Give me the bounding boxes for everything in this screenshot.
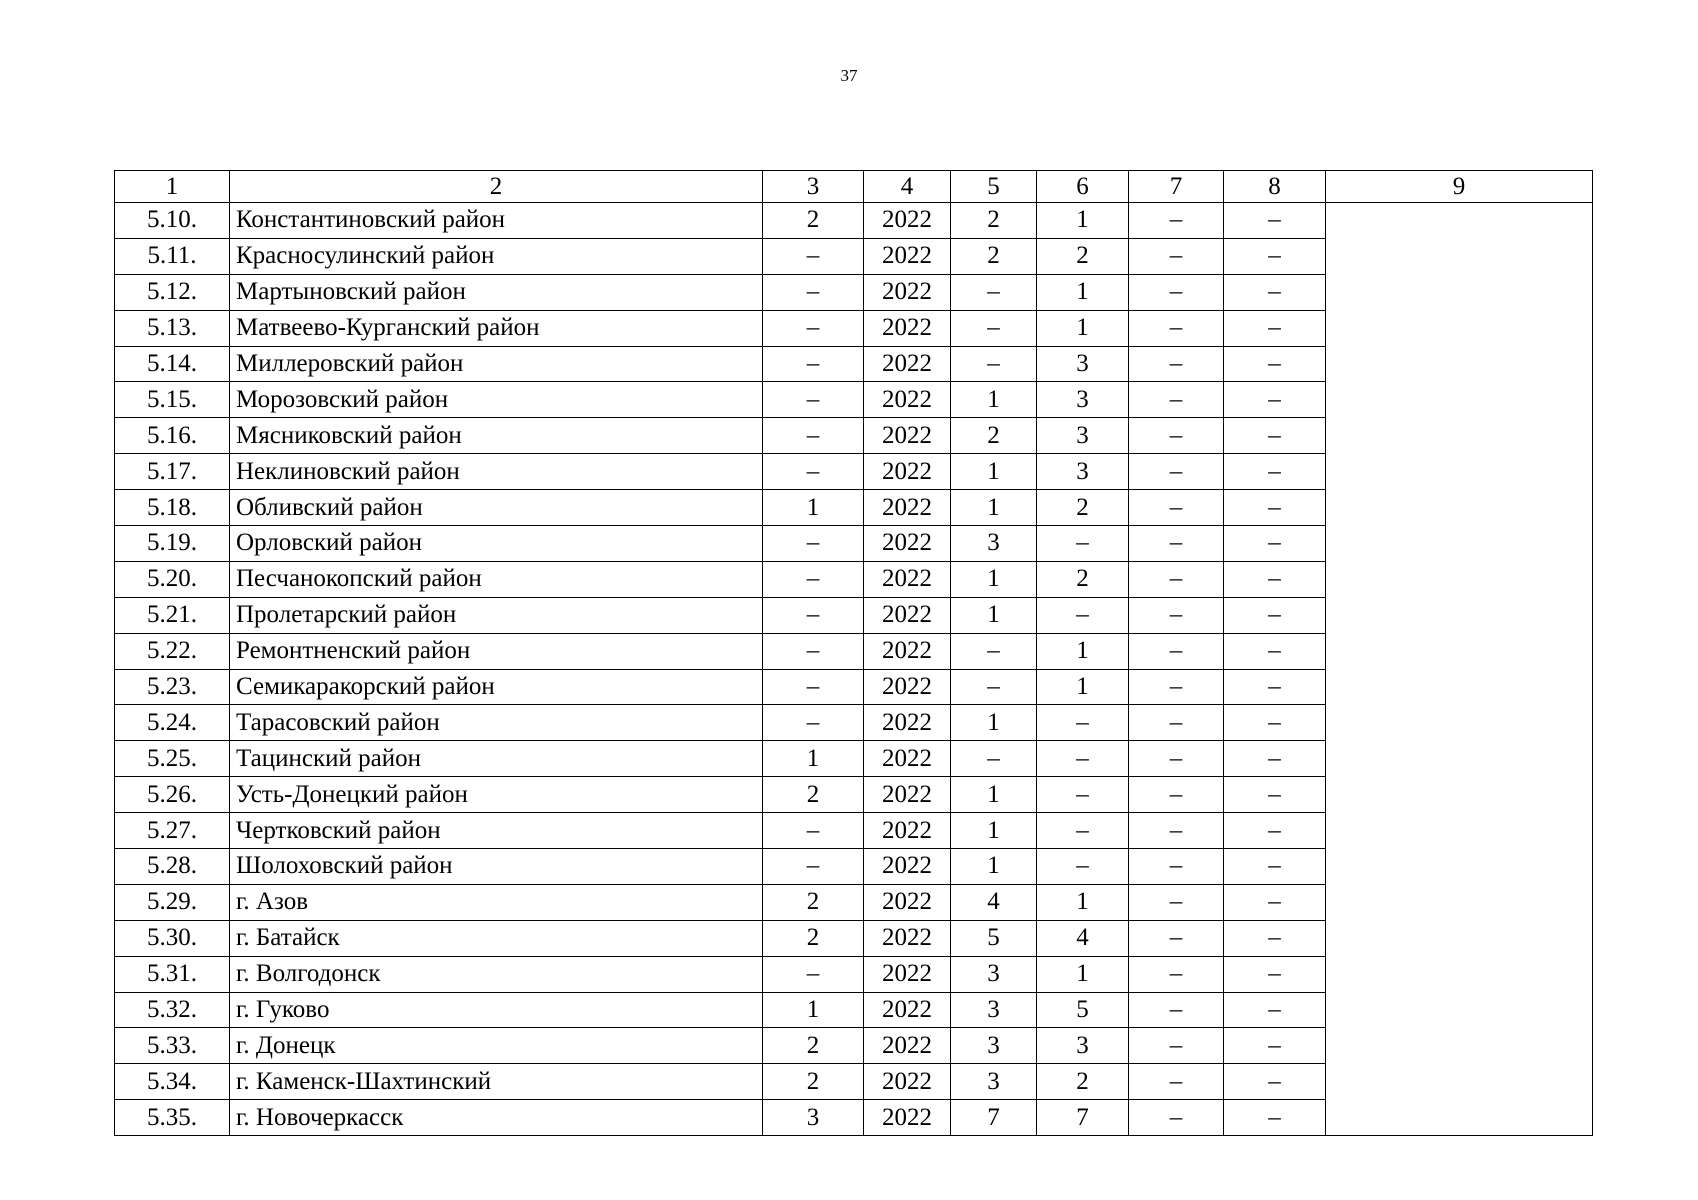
row-number: 5.17. [115,454,230,490]
cell-col7: – [1129,490,1224,526]
cell-col7: – [1129,203,1224,239]
cell-col4: 2022 [864,203,951,239]
cell-col6: 1 [1037,633,1129,669]
row-number: 5.14. [115,346,230,382]
cell-col8: – [1224,382,1326,418]
cell-col3: – [763,274,864,310]
cell-col4: 2022 [864,777,951,813]
cell-col3: 3 [763,1100,864,1136]
cell-col3: 2 [763,884,864,920]
cell-col5: 3 [951,956,1037,992]
cell-col3: – [763,597,864,633]
col-header-1: 1 [115,171,230,203]
cell-col6: 1 [1037,310,1129,346]
cell-col7: – [1129,238,1224,274]
cell-col8: – [1224,238,1326,274]
row-name: Матвеево-Курганский район [230,310,763,346]
col-header-9: 9 [1326,171,1593,203]
cell-col4: 2022 [864,920,951,956]
cell-col5: 2 [951,418,1037,454]
cell-col8: – [1224,526,1326,562]
cell-col4: 2022 [864,274,951,310]
cell-col6: 3 [1037,1028,1129,1064]
cell-col7: – [1129,310,1224,346]
row-name: Константиновский район [230,203,763,239]
cell-col3: 2 [763,920,864,956]
cell-col6: 1 [1037,956,1129,992]
cell-col5: – [951,633,1037,669]
row-name: Орловский район [230,526,763,562]
cell-col6: 3 [1037,454,1129,490]
cell-col8: – [1224,597,1326,633]
cell-col3: – [763,346,864,382]
cell-col8: – [1224,920,1326,956]
cell-col4: 2022 [864,346,951,382]
row-number: 5.35. [115,1100,230,1136]
cell-col3: – [763,705,864,741]
cell-col5: 1 [951,490,1037,526]
cell-col5: – [951,669,1037,705]
row-name: Усть-Донецкий район [230,777,763,813]
cell-col4: 2022 [864,490,951,526]
cell-col8: – [1224,777,1326,813]
cell-col3: 2 [763,1064,864,1100]
row-number: 5.22. [115,633,230,669]
cell-col6: 7 [1037,1100,1129,1136]
cell-col8: – [1224,669,1326,705]
row-number: 5.34. [115,1064,230,1100]
cell-col4: 2022 [864,310,951,346]
cell-col7: – [1129,1028,1224,1064]
row-number: 5.11. [115,238,230,274]
cell-col8: – [1224,1100,1326,1136]
row-number: 5.12. [115,274,230,310]
cell-col5: 3 [951,992,1037,1028]
row-number: 5.28. [115,849,230,885]
row-number: 5.24. [115,705,230,741]
cell-col7: – [1129,382,1224,418]
cell-col6: – [1037,813,1129,849]
cell-col4: 2022 [864,526,951,562]
cell-col3: – [763,238,864,274]
cell-col6: 2 [1037,238,1129,274]
col-header-8: 8 [1224,171,1326,203]
cell-col5: 1 [951,454,1037,490]
cell-col4: 2022 [864,382,951,418]
row-number: 5.26. [115,777,230,813]
cell-col4: 2022 [864,597,951,633]
row-number: 5.15. [115,382,230,418]
cell-col8: – [1224,741,1326,777]
row-number: 5.21. [115,597,230,633]
row-name: г. Батайск [230,920,763,956]
row-name: Обливский район [230,490,763,526]
cell-col6: 1 [1037,203,1129,239]
col-header-3: 3 [763,171,864,203]
cell-col6: – [1037,526,1129,562]
cell-col5: – [951,274,1037,310]
cell-col5: 5 [951,920,1037,956]
cell-col3: – [763,382,864,418]
row-number: 5.33. [115,1028,230,1064]
row-number: 5.18. [115,490,230,526]
cell-col4: 2022 [864,454,951,490]
cell-col5: 3 [951,1028,1037,1064]
cell-col4: 2022 [864,705,951,741]
cell-col4: 2022 [864,238,951,274]
cell-col4: 2022 [864,884,951,920]
cell-col5: – [951,310,1037,346]
cell-col4: 2022 [864,633,951,669]
cell-col5: 2 [951,203,1037,239]
cell-col5: – [951,346,1037,382]
cell-col6: 2 [1037,1064,1129,1100]
cell-col3: – [763,813,864,849]
cell-col8: – [1224,346,1326,382]
row-name: Песчанокопский район [230,561,763,597]
cell-col3: 2 [763,1028,864,1064]
col-header-7: 7 [1129,171,1224,203]
cell-col8: – [1224,884,1326,920]
cell-col6: 1 [1037,274,1129,310]
table-body [115,203,1593,1136]
row-name: г. Донецк [230,1028,763,1064]
cell-col7: – [1129,1064,1224,1100]
cell-col5: 2 [951,238,1037,274]
header-row [115,171,1593,203]
cell-col6: 3 [1037,382,1129,418]
row-name: Пролетарский район [230,597,763,633]
row-number: 5.19. [115,526,230,562]
cell-col4: 2022 [864,956,951,992]
cell-col3: – [763,526,864,562]
cell-col8: – [1224,849,1326,885]
cell-col5: 1 [951,777,1037,813]
cell-col3: 1 [763,992,864,1028]
cell-col7: – [1129,705,1224,741]
cell-col5: 7 [951,1100,1037,1136]
row-name: Миллеровский район [230,346,763,382]
row-number: 5.13. [115,310,230,346]
cell-col3: 1 [763,741,864,777]
cell-col8: – [1224,956,1326,992]
cell-col7: – [1129,274,1224,310]
cell-col7: – [1129,849,1224,885]
cell-col3: – [763,418,864,454]
cell-col6: – [1037,597,1129,633]
row-number: 5.27. [115,813,230,849]
row-number: 5.23. [115,669,230,705]
cell-col7: – [1129,992,1224,1028]
row-name: г. Новочеркасск [230,1100,763,1136]
cell-col4: 2022 [864,849,951,885]
row-name: Мясниковский район [230,418,763,454]
row-name: Тарасовский район [230,705,763,741]
row-name: Мартыновский район [230,274,763,310]
col-header-6: 6 [1037,171,1129,203]
cell-col3: 2 [763,203,864,239]
table-row [115,203,1593,239]
cell-col3: – [763,310,864,346]
cell-col4: 2022 [864,1064,951,1100]
cell-col5: – [951,741,1037,777]
cell-col6: – [1037,705,1129,741]
cell-col7: – [1129,777,1224,813]
cell-col6: 1 [1037,884,1129,920]
cell-col7: – [1129,346,1224,382]
cell-col7: – [1129,1100,1224,1136]
row-number: 5.10. [115,203,230,239]
row-name: Ремонтненский район [230,633,763,669]
cell-col8: – [1224,274,1326,310]
row-name: Тацинский район [230,741,763,777]
page-number: 37 [840,66,858,85]
cell-col5: 1 [951,705,1037,741]
row-name: Неклиновский район [230,454,763,490]
cell-col8: – [1224,454,1326,490]
col-header-2: 2 [230,171,763,203]
row-name: Семикаракорский район [230,669,763,705]
row-number: 5.31. [115,956,230,992]
cell-col3: – [763,849,864,885]
cell-col6: 1 [1037,669,1129,705]
cell-col7: – [1129,813,1224,849]
cell-col8: – [1224,203,1326,239]
cell-col4: 2022 [864,813,951,849]
cell-col7: – [1129,418,1224,454]
cell-col6: 2 [1037,561,1129,597]
cell-col7: – [1129,884,1224,920]
row-number: 5.32. [115,992,230,1028]
cell-col4: 2022 [864,992,951,1028]
col-header-4: 4 [864,171,951,203]
cell-col4: 2022 [864,741,951,777]
row-name: Чертковский район [230,813,763,849]
cell-col7: – [1129,454,1224,490]
cell-col6: 2 [1037,490,1129,526]
row-name: г. Каменск-Шахтинский [230,1064,763,1100]
cell-col5: 1 [951,382,1037,418]
cell-col6: – [1037,849,1129,885]
row-name: Красносулинский район [230,238,763,274]
cell-col7: – [1129,597,1224,633]
cell-col6: – [1037,777,1129,813]
cell-col7: – [1129,741,1224,777]
cell-col5: 3 [951,526,1037,562]
cell-col8: – [1224,813,1326,849]
cell-col7: – [1129,633,1224,669]
cell-col6: 4 [1037,920,1129,956]
col-header-5: 5 [951,171,1037,203]
cell-col4: 2022 [864,1100,951,1136]
cell-col4: 2022 [864,418,951,454]
cell-col3: – [763,669,864,705]
cell-col3: 2 [763,777,864,813]
cell-col7: – [1129,920,1224,956]
cell-col3: – [763,454,864,490]
cell-col3: – [763,561,864,597]
cell-col5: 3 [951,1064,1037,1100]
row-number: 5.16. [115,418,230,454]
cell-col5: 1 [951,597,1037,633]
cell-col5: 4 [951,884,1037,920]
cell-col6: 3 [1037,418,1129,454]
cell-col3: 1 [763,490,864,526]
row-number: 5.20. [115,561,230,597]
row-name: г. Волгодонск [230,956,763,992]
cell-col4: 2022 [864,669,951,705]
cell-col5: 1 [951,849,1037,885]
cell-col9-merged [1326,203,1593,1136]
row-name: г. Азов [230,884,763,920]
cell-col6: 3 [1037,346,1129,382]
row-name: Морозовский район [230,382,763,418]
cell-col4: 2022 [864,1028,951,1064]
cell-col8: – [1224,705,1326,741]
data-table [114,170,1593,1136]
cell-col7: – [1129,526,1224,562]
row-number: 5.30. [115,920,230,956]
cell-col8: – [1224,992,1326,1028]
cell-col8: – [1224,310,1326,346]
cell-col6: 5 [1037,992,1129,1028]
cell-col8: – [1224,418,1326,454]
cell-col5: 1 [951,561,1037,597]
cell-col8: – [1224,561,1326,597]
cell-col5: 1 [951,813,1037,849]
cell-col8: – [1224,1064,1326,1100]
cell-col6: – [1037,741,1129,777]
cell-col7: – [1129,669,1224,705]
row-name: Шолоховский район [230,849,763,885]
cell-col4: 2022 [864,561,951,597]
cell-col3: – [763,956,864,992]
cell-col8: – [1224,633,1326,669]
row-number: 5.29. [115,884,230,920]
cell-col7: – [1129,561,1224,597]
row-name: г. Гуково [230,992,763,1028]
cell-col7: – [1129,956,1224,992]
cell-col8: – [1224,490,1326,526]
row-number: 5.25. [115,741,230,777]
cell-col8: – [1224,1028,1326,1064]
cell-col3: – [763,633,864,669]
